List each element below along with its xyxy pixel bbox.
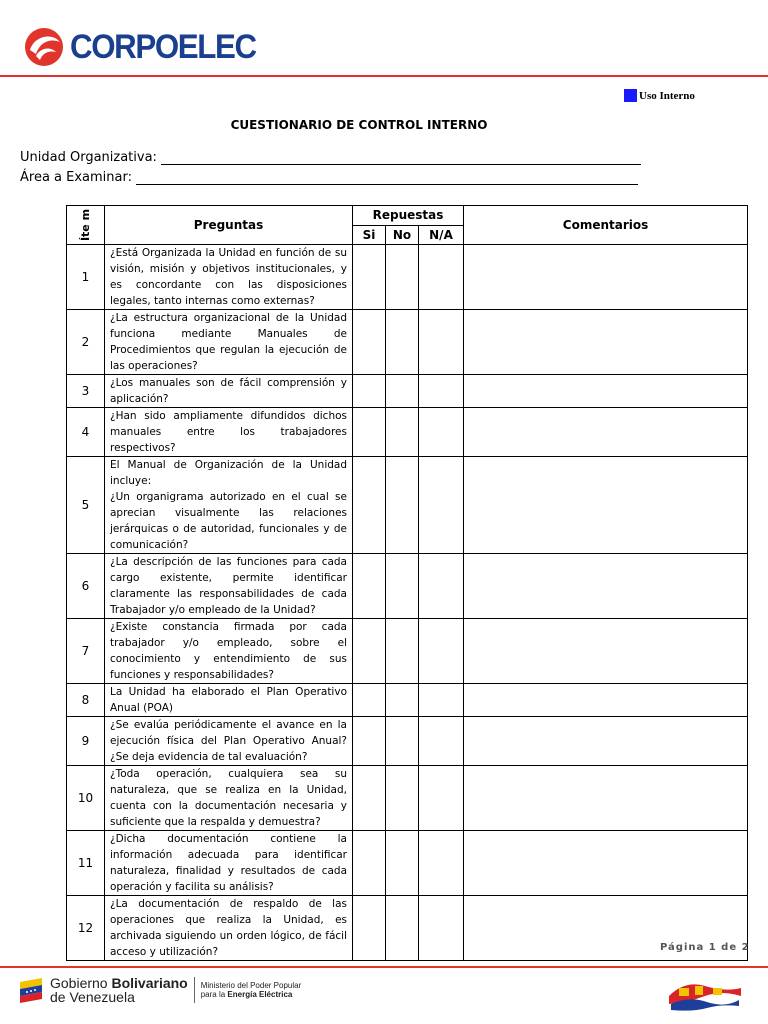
- questions-header: Preguntas: [105, 206, 353, 245]
- field-label: Área a Examinar:: [20, 170, 132, 185]
- question-text: ¿Toda operación, cualquiera sea su naturaleza, que se realiza en la Unidad, cuenta con la documentación necesaria y suficiente que la respalda y demuestra?: [105, 766, 353, 831]
- item-number: 8: [67, 684, 105, 717]
- si-header: Si: [353, 225, 386, 245]
- answer-na-cell[interactable]: [419, 408, 464, 457]
- answer-na-cell[interactable]: [419, 684, 464, 717]
- answer-si-cell[interactable]: [353, 245, 386, 310]
- comment-cell[interactable]: [464, 684, 748, 717]
- venezuela-flag-icon: [18, 976, 44, 1004]
- question-text: La Unidad ha elaborado el Plan Operativo Anual (POA): [105, 684, 353, 717]
- table-row: [67, 375, 748, 408]
- answer-si-cell[interactable]: [353, 619, 386, 684]
- item-header: Íte m: [67, 206, 105, 245]
- blue-square-icon: [624, 89, 637, 102]
- answer-na-cell[interactable]: [419, 457, 464, 554]
- answer-no-cell[interactable]: [386, 310, 419, 375]
- document-title: CUESTIONARIO DE CONTROL INTERNO: [230, 118, 488, 132]
- answer-si-cell[interactable]: [353, 717, 386, 766]
- gobierno-bolivariano-logo: [18, 976, 301, 1004]
- item-number: 9: [67, 717, 105, 766]
- item-number: 1: [67, 245, 105, 310]
- answer-si-cell[interactable]: [353, 896, 386, 961]
- answer-no-cell[interactable]: [386, 554, 419, 619]
- answer-na-cell[interactable]: [419, 310, 464, 375]
- answer-si-cell[interactable]: [353, 375, 386, 408]
- question-text: ¿La descripción de las funciones para cada cargo existente, permite identificar claramente las responsabilidades de cada Trabajador y/o empleado de la Unidad?: [105, 554, 353, 619]
- question-sub: ¿Un organigrama autorizado en el cual se aprecian visualmente las relaciones jerárquicas o de autoridad, funcionales y de comunicación?: [110, 491, 347, 551]
- table-row: [67, 554, 748, 619]
- table-row: [67, 896, 748, 961]
- answer-si-cell[interactable]: [353, 766, 386, 831]
- question-text: [105, 457, 353, 554]
- table-row: [67, 457, 748, 554]
- answer-na-cell[interactable]: [419, 619, 464, 684]
- table-row: [67, 310, 748, 375]
- table-row: [67, 766, 748, 831]
- answer-na-cell[interactable]: [419, 766, 464, 831]
- answer-si-cell[interactable]: [353, 554, 386, 619]
- answer-no-cell[interactable]: [386, 766, 419, 831]
- comment-cell[interactable]: [464, 375, 748, 408]
- corpoelec-logo: [22, 26, 272, 68]
- item-number: 12: [67, 896, 105, 961]
- table-row: [67, 717, 748, 766]
- item-number: 5: [67, 457, 105, 554]
- question-text: ¿Han sido ampliamente difundidos dichos manuales entre los trabajadores respectivos?: [105, 408, 353, 457]
- answer-si-cell[interactable]: [353, 831, 386, 896]
- answer-si-cell[interactable]: [353, 310, 386, 375]
- table-row: [67, 831, 748, 896]
- comment-cell[interactable]: [464, 619, 748, 684]
- answer-na-cell[interactable]: [419, 554, 464, 619]
- table-row: [67, 245, 748, 310]
- comment-cell[interactable]: [464, 717, 748, 766]
- item-number: 3: [67, 375, 105, 408]
- answers-header: Repuestas: [353, 206, 464, 226]
- question-text: ¿La estructura organizacional de la Unidad funciona mediante Manuales de Procedimientos que regulan la ejecución de las operaciones?: [105, 310, 353, 375]
- item-number: 4: [67, 408, 105, 457]
- unidad-organizativa-field: [20, 150, 641, 165]
- item-number: 10: [67, 766, 105, 831]
- question-text: ¿La documentación de respaldo de las operaciones que realiza la Unidad, es archivada siguiendo un orden lógico, de fácil acceso y utilización?: [105, 896, 353, 961]
- classification-label: [624, 89, 695, 102]
- question-text: ¿Dicha documentación contiene la información adecuada para identificar naturaleza, finalidad y resultados de cada operación y facilita su análisis?: [105, 831, 353, 896]
- header-divider: [0, 75, 768, 77]
- answer-na-cell[interactable]: [419, 375, 464, 408]
- field-label: Unidad Organizativa:: [20, 150, 157, 165]
- answer-no-cell[interactable]: [386, 408, 419, 457]
- answer-si-cell[interactable]: [353, 408, 386, 457]
- table-row: [67, 408, 748, 457]
- comments-header: Comentarios: [464, 206, 748, 245]
- answer-na-cell[interactable]: [419, 831, 464, 896]
- comment-cell[interactable]: [464, 766, 748, 831]
- classification-text: Uso Interno: [639, 89, 695, 102]
- comment-cell[interactable]: [464, 457, 748, 554]
- answer-no-cell[interactable]: [386, 684, 419, 717]
- question-text: ¿Se evalúa periódicamente el avance en la ejecución física del Plan Operativo Anual? ¿Se deja evidencia de tal evaluación?: [105, 717, 353, 766]
- answer-no-cell[interactable]: [386, 896, 419, 961]
- pueblo-victorioso-logo: [665, 976, 745, 1012]
- questionnaire-table: [66, 205, 748, 961]
- ministerio-text: Ministerio del Poder Popular para la Energía Eléctrica: [200, 981, 302, 999]
- answer-na-cell[interactable]: [419, 896, 464, 961]
- logo-separator: [194, 977, 195, 1003]
- answer-no-cell[interactable]: [386, 457, 419, 554]
- blank-line[interactable]: [136, 172, 638, 185]
- question-text: ¿Los manuales son de fácil comprensión y aplicación?: [105, 375, 353, 408]
- answer-na-cell[interactable]: [419, 245, 464, 310]
- item-number: 6: [67, 554, 105, 619]
- question-text: ¿Existe constancia firmada por cada trabajador y/o empleado, sobre el conocimiento y entendimiento de sus funciones y responsabilidades?: [105, 619, 353, 684]
- corpoelec-swirl-icon: [22, 26, 66, 68]
- area-a-examinar-field: [20, 170, 638, 185]
- item-number: 11: [67, 831, 105, 896]
- answer-na-cell[interactable]: [419, 717, 464, 766]
- question-text: ¿Está Organizada la Unidad en función de su visión, misión y objetivos institucionales, y es concordante con las disposiciones legales, tanto internas como externas?: [105, 245, 353, 310]
- page-indicator: Página 1 de 2: [660, 942, 750, 953]
- table-row: [67, 684, 748, 717]
- comment-cell[interactable]: [464, 310, 748, 375]
- gobierno-text: Gobierno Bolivariano de Venezuela: [50, 975, 188, 1005]
- comment-cell[interactable]: [464, 408, 748, 457]
- na-header: N/A: [419, 225, 464, 245]
- blank-line[interactable]: [161, 152, 641, 165]
- answer-si-cell[interactable]: [353, 684, 386, 717]
- answer-no-cell[interactable]: [386, 717, 419, 766]
- item-number: 7: [67, 619, 105, 684]
- footer-divider: [0, 966, 768, 968]
- table-row: [67, 619, 748, 684]
- answer-no-cell[interactable]: [386, 831, 419, 896]
- item-number: 2: [67, 310, 105, 375]
- comment-cell[interactable]: [464, 245, 748, 310]
- comment-cell[interactable]: [464, 554, 748, 619]
- answer-no-cell[interactable]: [386, 245, 419, 310]
- answer-no-cell[interactable]: [386, 375, 419, 408]
- answer-si-cell[interactable]: [353, 457, 386, 554]
- question-intro: El Manual de Organización de la Unidad incluye:: [110, 459, 347, 487]
- no-header: No: [386, 225, 419, 245]
- brand-name: CORPOELEC: [70, 27, 256, 66]
- comment-cell[interactable]: [464, 831, 748, 896]
- answer-no-cell[interactable]: [386, 619, 419, 684]
